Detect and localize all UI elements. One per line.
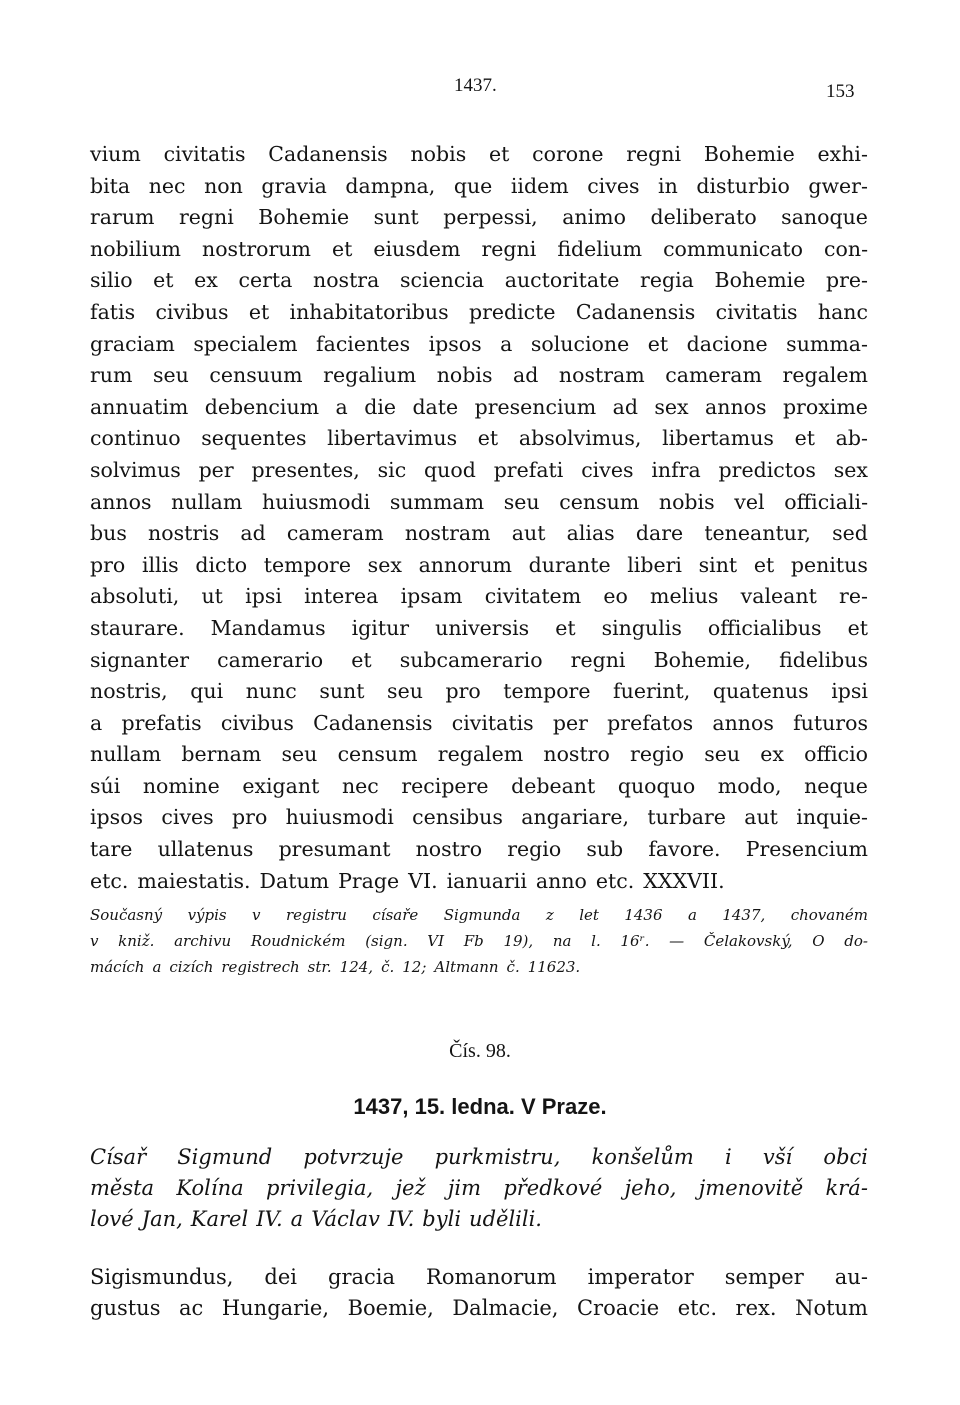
body-text-line: continuo sequentes libertavimus et absolvimus, libertamus et ab-: [90, 426, 868, 451]
body-text-line: tare ullatenus presumant nostro regio sub favore. Presencium: [90, 837, 868, 862]
body-text-line: nullam bernam seu censum regalem nostro regio seu ex officio: [90, 742, 868, 767]
body-text-line: graciam specialem facientes ipsos a solucione et dacione summa-: [90, 331, 868, 356]
running-head-year: 1437.: [454, 75, 497, 96]
source-note: [90, 902, 868, 980]
body-text-line: annuatim debencium a die date presencium ad sex annos proxime: [90, 394, 868, 419]
body-text-line: a prefatis civibus Cadanensis civitatis per prefatos annos futuros: [90, 710, 868, 735]
source-note-line: Současný výpis v registru císaře Sigmunda z let 1436 a 1437, chovaném: [90, 906, 868, 924]
body-text-line: silio et ex certa nostra sciencia auctoritate regia Bohemie pre-: [90, 268, 868, 293]
document-text: [90, 1262, 868, 1324]
body-text-line: bus nostris ad cameram nostram aut alias dare teneantur, sed: [90, 521, 868, 546]
body-text-line: súi nomine exigant nec recipere debeant quoquo modo, neque: [90, 773, 868, 798]
body-text-line: etc. maiestatis. Datum Prage VI. ianuarii anno etc. XXXVII.: [90, 868, 725, 893]
document-number: Čís. 98.: [449, 1040, 511, 1062]
running-head: [0, 75, 960, 105]
body-text-line: ipsos cives pro huiusmodi censibus angariare, turbare aut inquie-: [90, 805, 868, 830]
body-text-line: rum seu censuum regalium nobis ad nostram cameram regalem: [90, 363, 868, 388]
body-text-line: fatis civibus et inhabitatoribus predicte Cadanensis civitatis hanc: [90, 299, 868, 324]
regest-line: Císař Sigmund potvrzuje purkmistru, konšelům i vší obci: [90, 1145, 868, 1169]
body-text-line: pro illis dicto tempore sex annorum durante liberi sint et penitus: [90, 552, 868, 577]
source-note-line: mácích a cizích registrech str. 124, č. 12; Altmann č. 11623.: [90, 958, 581, 976]
body-text-line: vium civitatis Cadanensis nobis et corone regni Bohemie exhi-: [90, 142, 868, 166]
body-text-line: absoluti, ut ipsi interea ipsam civitatem eo melius valeant re-: [90, 584, 868, 609]
body-text-line: nobilium nostrorum et eiusdem regni fidelium communicato con-: [90, 236, 868, 261]
body-text-line: staurare. Mandamus igitur universis et singulis officialibus et: [90, 615, 868, 640]
body-text: [90, 139, 868, 897]
body-text-line: solvimus per presentes, sic quod prefati cives infra predictos sex: [90, 457, 868, 482]
body-text-line: signanter camerario et subcamerario regni Bohemie, fidelibus: [90, 647, 868, 672]
body-text-line: rarum regni Bohemie sunt perpessi, animo deliberato sanoque: [90, 205, 868, 230]
regest: [90, 1142, 868, 1235]
regest-line: lové Jan, Karel IV. a Václav IV. byli udělili.: [90, 1207, 542, 1231]
document-text-line: gustus ac Hungarie, Boemie, Dalmacie, Croacie etc. rex. Notum: [90, 1296, 868, 1320]
document-date-place: 1437, 15. ledna. V Praze.: [353, 1094, 607, 1119]
source-note-line: v kniž. archivu Roudnickém (sign. VI Fb 19), na l. 16ʳ. — Čelakovský, O do-: [90, 932, 868, 950]
regest-line: města Kolína privilegia, jež jim předkové jeho, jmenovitě krá-: [90, 1176, 868, 1200]
body-text-line: nostris, qui nunc sunt seu pro tempore fuerint, quatenus ipsi: [90, 679, 868, 704]
page-number: 153: [826, 81, 855, 102]
body-text-line: annos nullam huiusmodi summam seu censum nobis vel officiali-: [90, 489, 868, 514]
document-text-line: Sigismundus, dei gracia Romanorum imperator semper au-: [90, 1265, 868, 1289]
body-text-line: bita nec non gravia dampna, que iidem cives in disturbio gwer-: [90, 173, 868, 198]
